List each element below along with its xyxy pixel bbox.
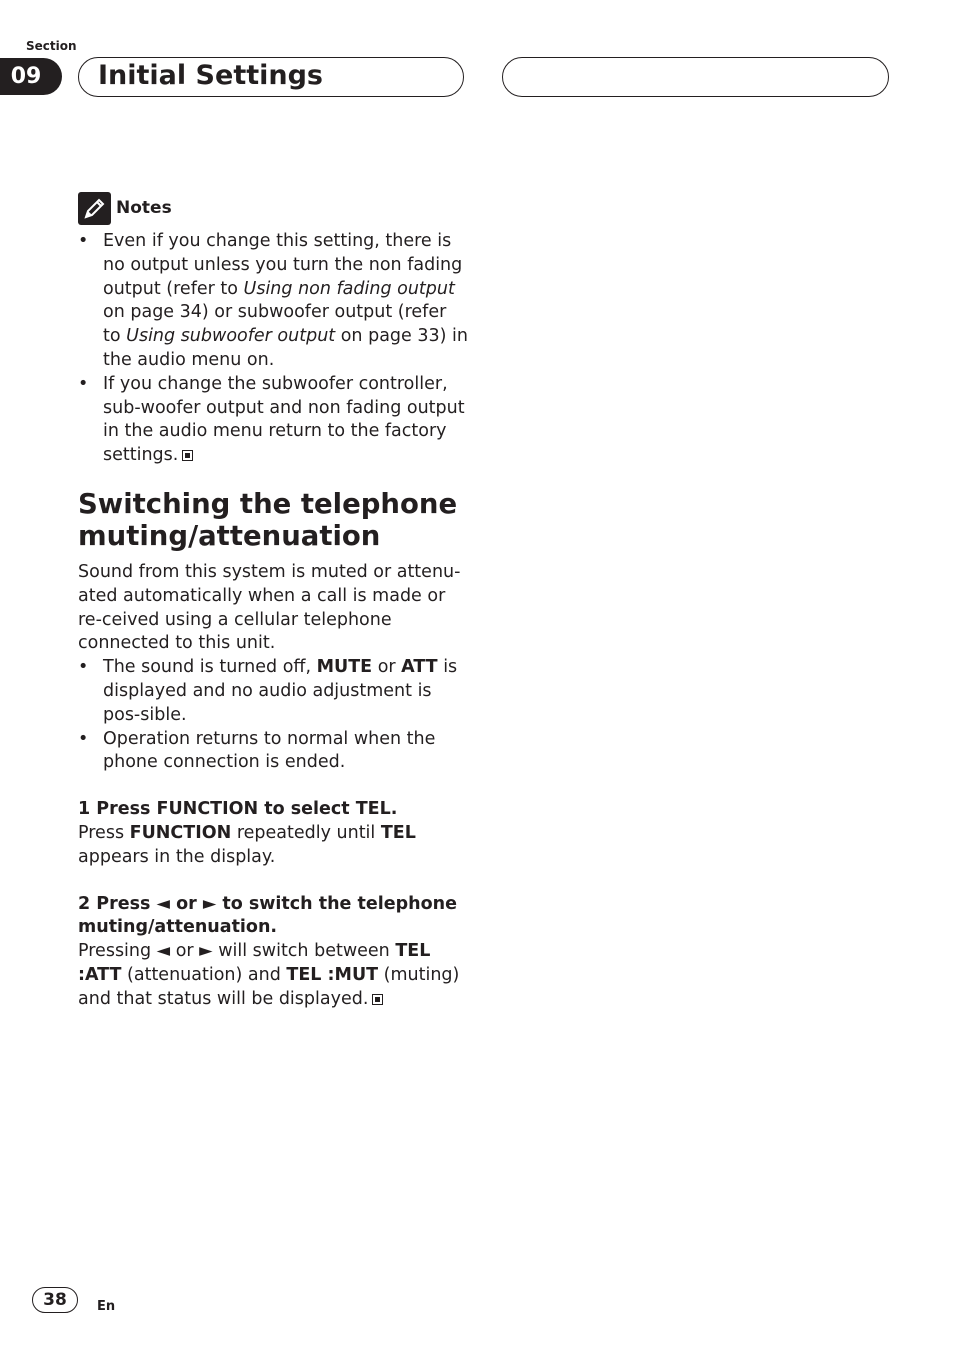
step-2-heading: 2 Press ◄ or ► to switch the telephone muting/attenuation.: [78, 893, 457, 938]
section-body: [78, 561, 468, 1012]
section-heading: Switching the telephone muting/attenuation: [78, 488, 458, 552]
pencil-note-icon: [78, 192, 111, 225]
list-item: • If you change the subwoofer controller, sub-woofer output and non fading output in the audio menu return to the factory settings.: [78, 373, 468, 468]
notes-list: [78, 230, 468, 468]
list-item: • Even if you change this setting, there is no output unless you turn the non fading output (refer to Using non fading output on page 34) or subwoofer output (refer to Using subwoofer output on page 33) in the audio menu on.: [78, 230, 468, 373]
section-number-badge: 09: [0, 58, 62, 95]
step-2-text: Pressing ◄ or ► will switch between TEL :ATT (attenuation) and TEL :MUT (muting) and that status will be displayed.: [78, 941, 460, 1009]
section-label: Section: [26, 39, 77, 53]
end-mark-icon: [372, 994, 383, 1005]
step-1-text: Press FUNCTION repeatedly until TEL appears in the display.: [78, 822, 416, 867]
page-number: 38: [32, 1287, 78, 1313]
page-title: Initial Settings: [98, 60, 324, 91]
intro-paragraph: Sound from this system is muted or attenu-ated automatically when a call is made or re-ceived using a cellular telephone connected to this unit.: [78, 562, 461, 654]
end-mark-icon: [182, 450, 193, 461]
language-code: En: [97, 1299, 116, 1314]
notes-heading: Notes: [116, 198, 172, 218]
step-1-heading: 1 Press FUNCTION to select TEL.: [78, 799, 398, 820]
empty-header-frame: [502, 57, 889, 97]
list-item: • Operation returns to normal when the phone connection is ended.: [78, 728, 468, 776]
list-item: • The sound is turned off, MUTE or ATT is displayed and no audio adjustment is pos-sible.: [78, 656, 468, 727]
